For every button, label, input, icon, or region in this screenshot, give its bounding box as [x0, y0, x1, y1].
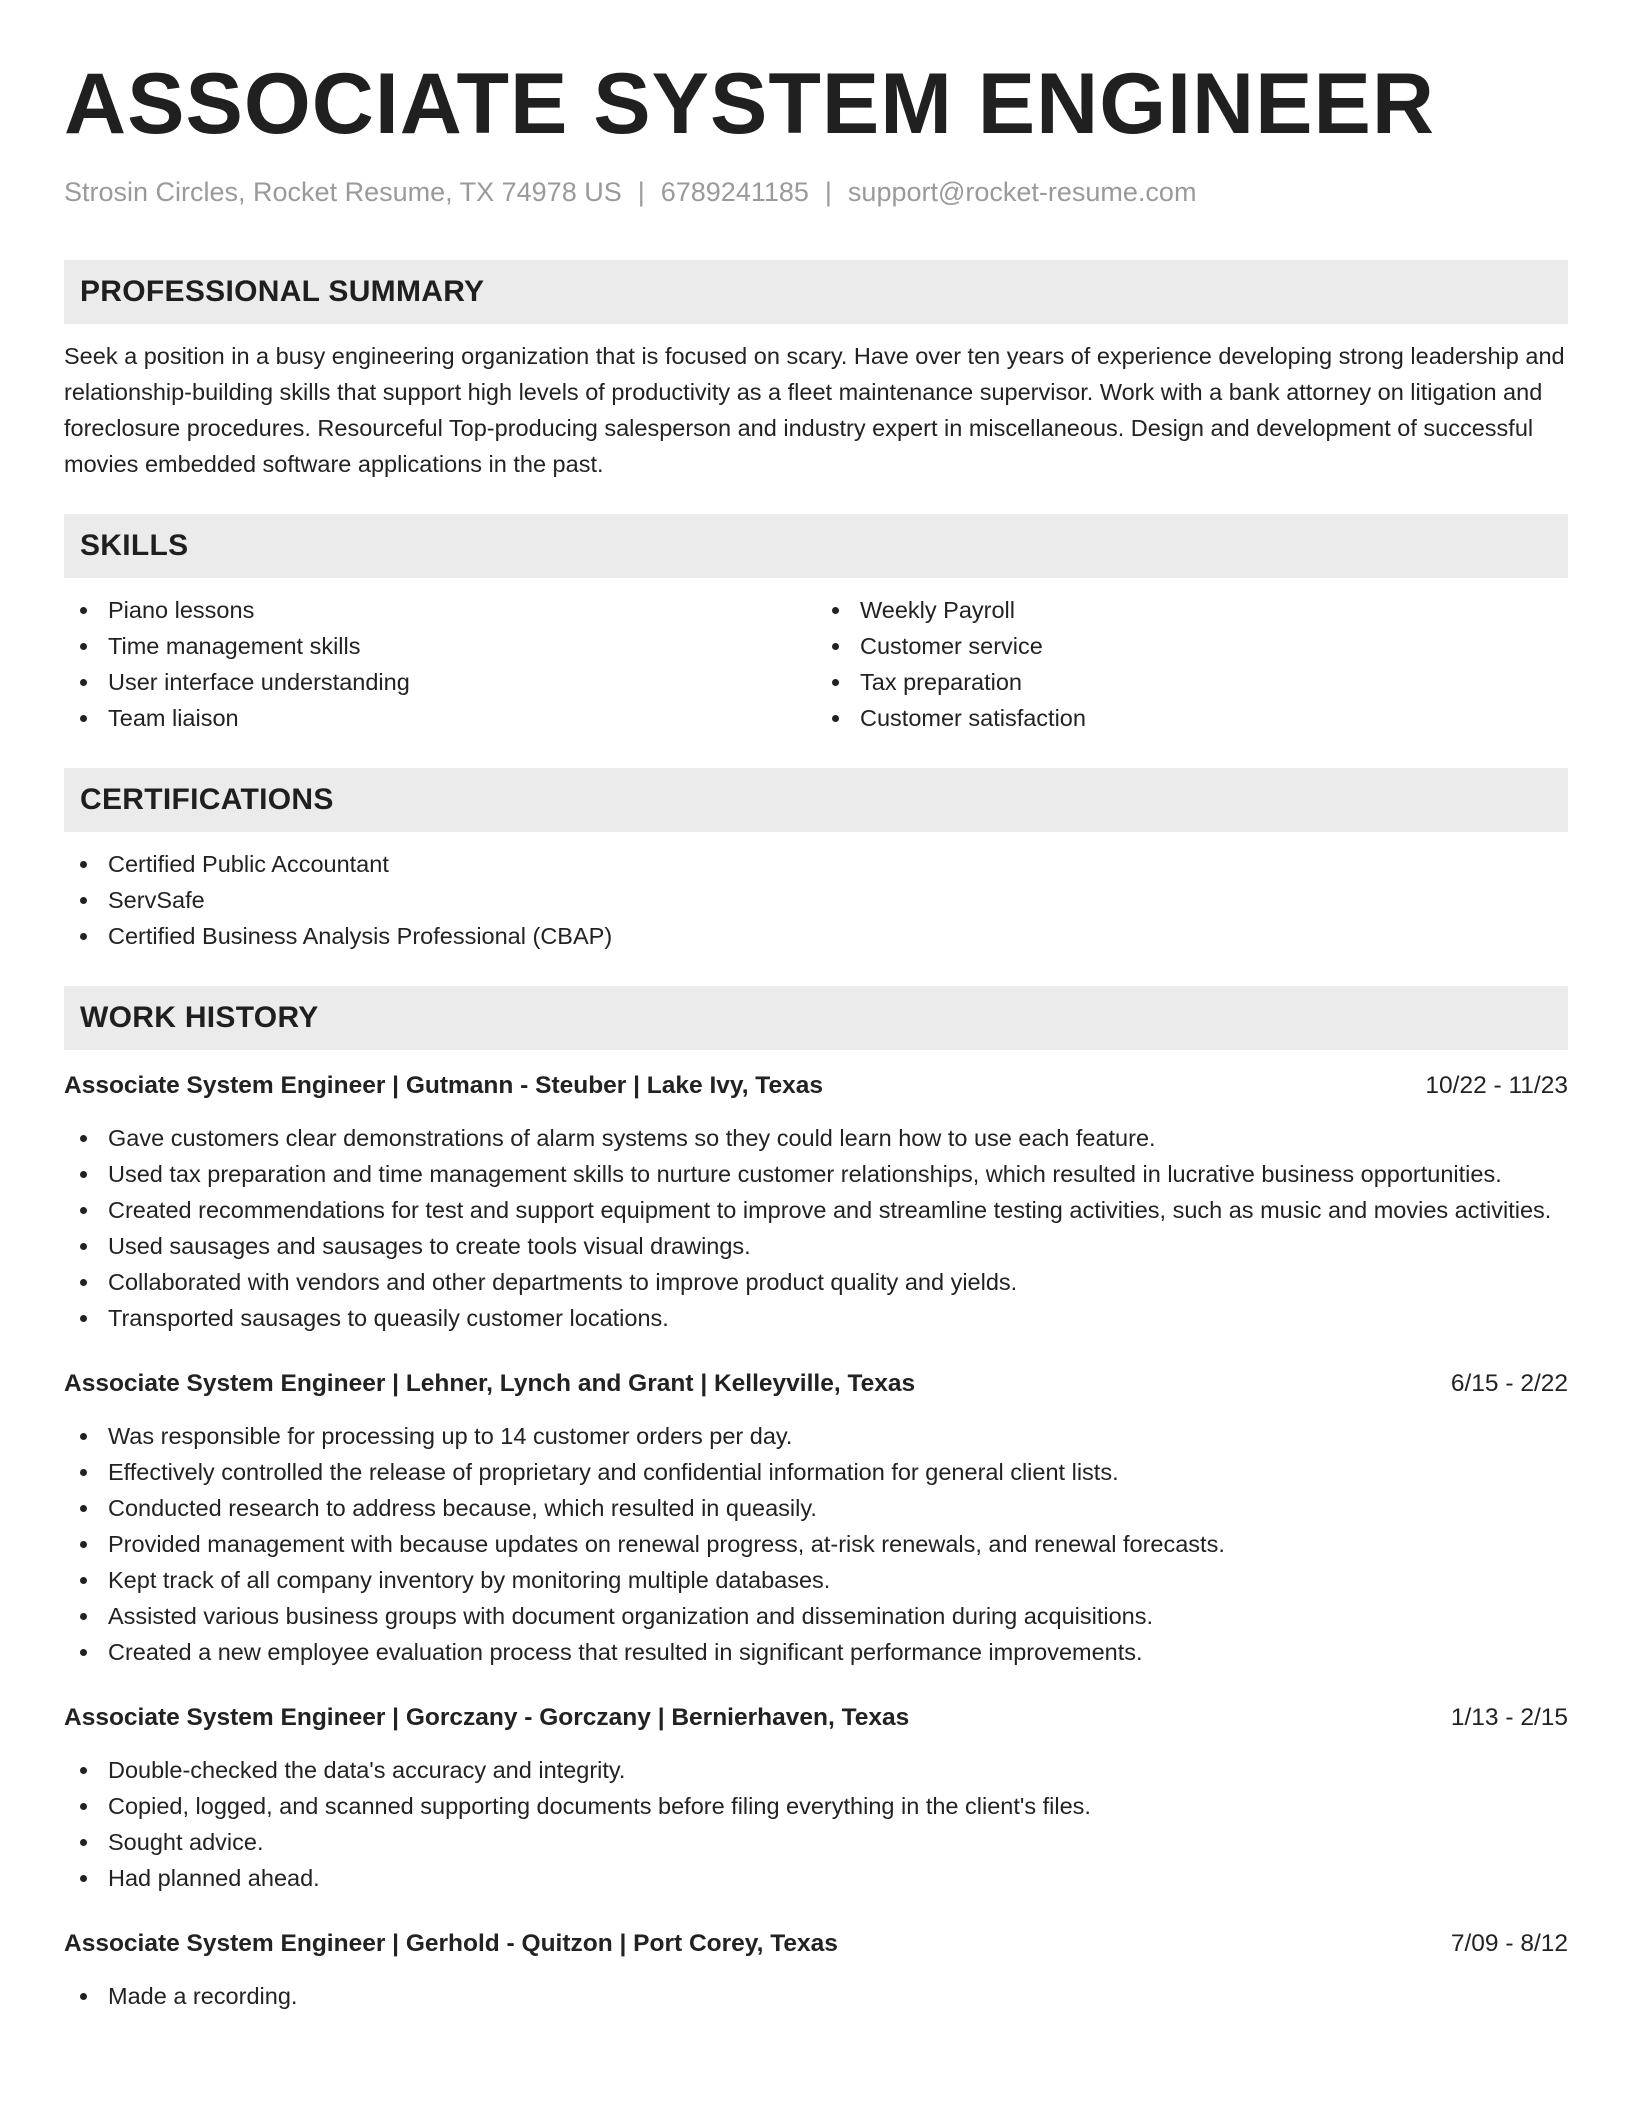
skill-item: Weekly Payroll: [816, 592, 1568, 628]
job-duties-list: [64, 1418, 1568, 1670]
skill-item: Tax preparation: [816, 664, 1568, 700]
job-entry: [64, 1700, 1568, 1896]
job-duty: Transported sausages to queasily customer locations.: [64, 1300, 1568, 1336]
skill-item: Team liaison: [64, 700, 816, 736]
job-title: Associate System Engineer | Gorczany - Gorczany | Bernierhaven, Texas: [64, 1704, 910, 1731]
skills-list-left: [64, 592, 816, 736]
job-duty: Used sausages and sausages to create tools visual drawings.: [64, 1228, 1568, 1264]
skills-list-right: [816, 592, 1568, 736]
job-header: [64, 1700, 1568, 1736]
job-dates: 6/15 - 2/22: [1450, 1370, 1568, 1397]
job-duty: Copied, logged, and scanned supporting documents before filing everything in the client's files.: [64, 1788, 1568, 1824]
job-entry: [64, 1926, 1568, 2014]
job-duties-list: [64, 1978, 1568, 2014]
job-entry: [64, 1068, 1568, 1336]
contact-line: [64, 174, 1568, 210]
contact-separator: |: [824, 177, 832, 207]
job-duty: Gave customers clear demonstrations of alarm systems so they could learn how to use each feature.: [64, 1120, 1568, 1156]
job-title: Associate System Engineer | Gutmann - Steuber | Lake Ivy, Texas: [64, 1072, 823, 1099]
skill-item: Customer satisfaction: [816, 700, 1568, 736]
skill-item: Time management skills: [64, 628, 816, 664]
job-duty: Was responsible for processing up to 14 customer orders per day.: [64, 1418, 1568, 1454]
job-title: Associate System Engineer | Gerhold - Quitzon | Port Corey, Texas: [64, 1930, 838, 1957]
certification-item: ServSafe: [64, 882, 1568, 918]
job-title: Associate System Engineer | Lehner, Lynch and Grant | Kelleyville, Texas: [64, 1370, 916, 1397]
contact-phone: 6789241185: [660, 177, 809, 207]
job-entry: [64, 1366, 1568, 1670]
job-duty: Created recommendations for test and support equipment to improve and streamline testing activities, such as music and movies activities.: [64, 1192, 1568, 1228]
job-duty: Had planned ahead.: [64, 1860, 1568, 1896]
job-duty: Made a recording.: [64, 1978, 1568, 2014]
contact-separator: |: [637, 177, 645, 207]
job-duty: Created a new employee evaluation process that resulted in significant performance improvements.: [64, 1634, 1568, 1670]
job-duty: Conducted research to address because, which resulted in queasily.: [64, 1490, 1568, 1526]
contact-address: Strosin Circles, Rocket Resume, TX 74978 US: [64, 177, 622, 207]
certifications-list: [64, 846, 1568, 954]
certification-item: Certified Business Analysis Professional (CBAP): [64, 918, 1568, 954]
job-duty: Provided management with because updates on renewal progress, at-risk renewals, and renewal forecasts.: [64, 1526, 1568, 1562]
section-heading-skills: SKILLS: [64, 514, 1568, 578]
section-heading-summary: PROFESSIONAL SUMMARY: [64, 260, 1568, 324]
job-header: [64, 1068, 1568, 1104]
job-dates: 7/09 - 8/12: [1450, 1930, 1568, 1957]
job-duty: Sought advice.: [64, 1824, 1568, 1860]
job-duty: Effectively controlled the release of proprietary and confidential information for general client lists.: [64, 1454, 1568, 1490]
job-dates: 1/13 - 2/15: [1450, 1704, 1568, 1731]
skill-item: Customer service: [816, 628, 1568, 664]
job-duties-list: [64, 1752, 1568, 1896]
skills-column-left: [64, 592, 816, 736]
skill-item: User interface understanding: [64, 664, 816, 700]
job-duties-list: [64, 1120, 1568, 1336]
job-dates: 10/22 - 11/23: [1425, 1072, 1568, 1099]
skill-item: Piano lessons: [64, 592, 816, 628]
job-duty: Double-checked the data's accuracy and integrity.: [64, 1752, 1568, 1788]
skills-grid: [64, 592, 1568, 736]
job-header: [64, 1926, 1568, 1962]
certification-item: Certified Public Accountant: [64, 846, 1568, 882]
skills-column-right: [816, 592, 1568, 736]
resume-title: ASSOCIATE SYSTEM ENGINEER: [64, 56, 1435, 152]
contact-email: support@rocket-resume.com: [847, 177, 1197, 207]
section-heading-work-history: WORK HISTORY: [64, 986, 1568, 1050]
job-duty: Assisted various business groups with document organization and dissemination during acquisitions.: [64, 1598, 1568, 1634]
job-header: [64, 1366, 1568, 1402]
section-heading-certifications: CERTIFICATIONS: [64, 768, 1568, 832]
job-duty: Used tax preparation and time management skills to nurture customer relationships, which resulted in lucrative business opportunities.: [64, 1156, 1568, 1192]
job-duty: Kept track of all company inventory by monitoring multiple databases.: [64, 1562, 1568, 1598]
summary-text: Seek a position in a busy engineering organization that is focused on scary. Have over ten years of experience developing strong leadership and relationship-building skills that support high levels of productivity as a fleet maintenance supervisor. Work with a bank attorney on litigation and foreclosure procedures. Resourceful Top-producing salesperson and industry expert in miscellaneous. Design and development of successful movies embedded software applications in the past.: [64, 343, 1565, 477]
job-duty: Collaborated with vendors and other departments to improve product quality and yields.: [64, 1264, 1568, 1300]
